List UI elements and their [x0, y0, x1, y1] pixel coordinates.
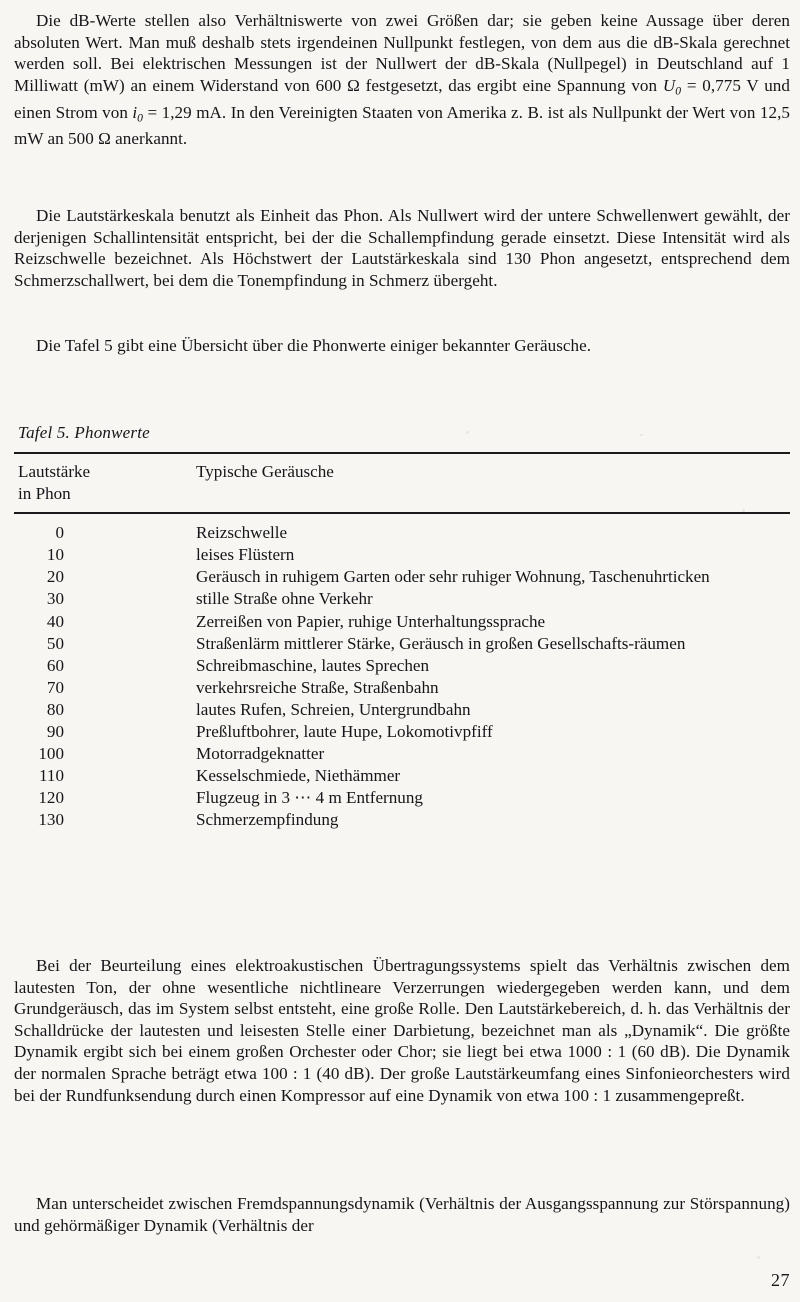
table-cell-lautstaerke: 60: [46, 655, 64, 675]
table-row: [14, 809, 790, 831]
table-row: [14, 588, 790, 610]
table-row: [14, 676, 790, 698]
table-cell-lautstaerke: 20: [46, 567, 64, 587]
para-5-text: Man unterscheidet zwischen Fremdspannungsdynamik (Verhältnis der Ausgangsspannung zur Störspannung) und gehörmäßiger Dynamik (Verhältnis der: [14, 1194, 790, 1235]
header-lautstaerke-line1: Lautstärke: [18, 462, 91, 481]
table-header-row: [14, 454, 790, 512]
table-cell-geraeusch: verkehrsreiche Straße, Straßenbahn: [196, 677, 439, 697]
para-1-text-b: und einen Strom von: [14, 75, 790, 122]
table-row: [14, 765, 790, 787]
table-body: [14, 514, 790, 831]
table-row: [14, 743, 790, 765]
table-row: [14, 698, 790, 720]
table-cell-lautstaerke: 50: [46, 633, 64, 653]
table-cell-lautstaerke: 100: [38, 744, 64, 764]
table-cell-lautstaerke: 130: [38, 810, 64, 830]
table-cell-lautstaerke: 40: [46, 611, 64, 631]
formula-i0: $i_0 = 1,29$ mA.: [132, 102, 227, 124]
table-caption: Tafel 5. Phonwerte: [18, 423, 150, 442]
table-cell-geraeusch: Straßenlärm mittlerer Stärke, Geräusch in großen Gesellschafts-räumen: [196, 633, 686, 653]
table-cell-lautstaerke: 90: [46, 722, 64, 742]
paragraph-dynamik: [14, 955, 790, 1106]
table-cell-geraeusch: Kesselschmiede, Niethämmer: [196, 766, 401, 786]
scan-speck: [757, 1256, 760, 1259]
table-cell-geraeusch: Flugzeug in 3 ⋯ 4 m Entfernung: [196, 788, 423, 808]
table-cell-geraeusch: Preßluftbohrer, laute Hupe, Lokomotivpfiff: [196, 722, 493, 742]
phon-values-table: [14, 454, 790, 512]
table-row: [14, 654, 790, 676]
table-row: [14, 632, 790, 654]
table-cell-geraeusch: Geräusch in ruhigem Garten oder sehr ruhiger Wohnung, Taschenuhrticken: [196, 567, 710, 587]
table-cell-lautstaerke: 80: [46, 699, 64, 719]
table-cell-lautstaerke: 70: [46, 677, 64, 697]
para-4-text: Bei der Beurteilung eines elektroakustischen Übertragungssystems spielt das Verhältnis zwischen dem lautesten Ton, der ohne wesentliche nichtlineare Verzerrungen wiedergegeben werden kann, und dem Grundgeräusch, das im System selbst entsteht, eine große Rolle. Den Lautstärkebereich, d. h. das Verhältnis der Schalldrücke der lautesten und leisesten Stelle einer Darbietung, bezeichnet man als „Dynamik“. Die größte Dynamik ergibt sich bei einem großen Orchester oder Chor; sie liegt bei etwa 1000 : 1 (60 dB). Die Dynamik der normalen Sprache beträgt etwa 100 : 1 (40 dB). Der große Lautstärkeumfang eines Sinfonieorchesters wird bei der Rundfunksendung durch einen Kompressor auf eine Dynamik von etwa 100 : 1 zusammengepreßt.: [14, 956, 790, 1105]
paragraph-lautstaerkeskala: [14, 205, 790, 291]
table-row: [14, 544, 790, 566]
phon-rows-table: [14, 514, 790, 831]
table-row: [14, 610, 790, 632]
table-cell-lautstaerke: 0: [55, 523, 64, 543]
header-lautstaerke-line2: in Phon: [18, 483, 71, 503]
table-cell-lautstaerke: 30: [46, 589, 64, 609]
para-1-text-c: In den Vereinigten Staaten von Amerika z. B. ist als Nullpunkt der Wert von 12,5 mW an 500 Ω anerkannt.: [14, 102, 790, 149]
paragraph-tafelhinweis: [14, 335, 790, 357]
table-cell-geraeusch: Schmerzempfindung: [196, 810, 339, 830]
table-row: [14, 514, 790, 544]
page-number: 27: [771, 1270, 790, 1290]
table-cell-geraeusch: Motorradgeknatter: [196, 744, 325, 764]
paragraph-fremdspannungsdynamik: [14, 1193, 790, 1236]
para-2-text: Die Lautstärkeskala benutzt als Einheit das Phon. Als Nullwert wird der untere Schwellenwert gewählt, der derjenigen Schallintensität entspricht, bei der die Schallempfindung gerade einsetzt. Diese Intensität wird als Reizschwelle bezeichnet. Als Höchstwert der Lautstärkeskala sind 130 Phon angesetzt, entsprechend dem Schmerzschallwert, bei dem die Tonempfindung in Schmerz übergeht.: [14, 206, 790, 290]
table-row: [14, 721, 790, 743]
table-cell-geraeusch: stille Straße ohne Verkehr: [196, 589, 373, 609]
table-row: [14, 566, 790, 588]
table-cell-geraeusch: leises Flüstern: [196, 545, 295, 565]
table-cell-lautstaerke: 110: [38, 766, 64, 786]
table-cell-lautstaerke: 120: [38, 788, 64, 808]
table-header: [14, 454, 790, 512]
header-geraeusche: Typische Geräusche: [196, 462, 334, 481]
table-cell-geraeusch: Zerreißen von Papier, ruhige Unterhaltungssprache: [196, 611, 546, 631]
header-lautstaerke: [14, 454, 196, 512]
para-1-text-a: Die dB-Werte stellen also Verhältniswerte von zwei Größen dar; sie geben keine Aussage über deren absoluten Wert. Man muß deshalb stets irgendeinen Nullpunkt festlegen, von dem aus die dB-Skala gerechnet werden soll. Bei elektrischen Messungen ist der Nullwert der dB-Skala (Nullpegel) in Deutschland auf 1 Milliwatt (mW) an einem Widerstand von 600 Ω festgesetzt, das ergibt eine Spannung von: [14, 11, 790, 95]
table-cell-geraeusch: Reizschwelle: [196, 523, 288, 543]
para-3-text: Die Tafel 5 gibt eine Übersicht über die Phonwerte einiger bekannter Geräusche.: [36, 336, 592, 355]
table-cell-geraeusch: lautes Rufen, Schreien, Untergrundbahn: [196, 699, 471, 719]
phon-table-block: [14, 422, 790, 831]
paragraph-dbwerte: [14, 10, 790, 150]
formula-u0: $U_0 = 0,775$ V: [662, 75, 759, 98]
table-cell-geraeusch: Schreibmaschine, lautes Sprechen: [196, 655, 430, 675]
table-cell-lautstaerke: 10: [46, 545, 64, 565]
table-row: [14, 787, 790, 809]
